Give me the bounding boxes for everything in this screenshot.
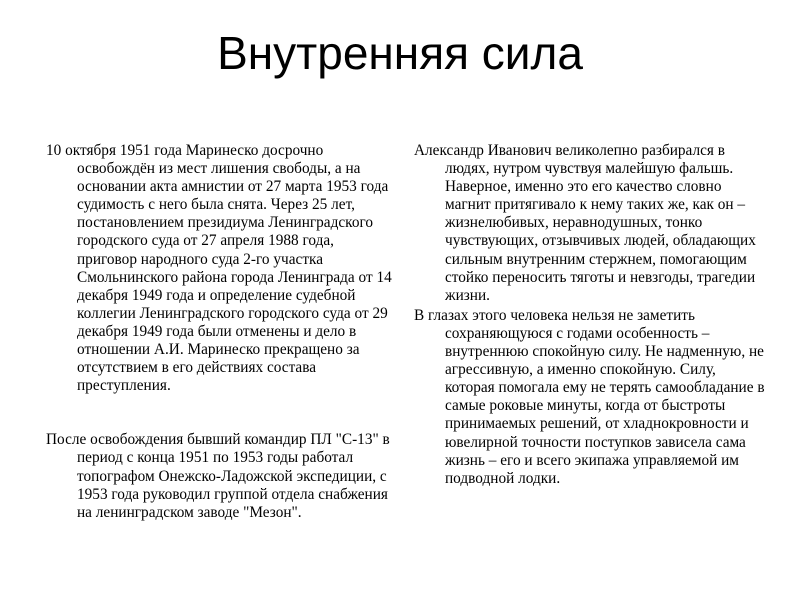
left-paragraph-release: 10 октября 1951 года Маринеско досрочно освобождён из мест лишения свободы, а на основании акта амнистии от 27 марта 1953 года судимость с него была снята. Через 25 лет, постановлением президиума Ленинградского городского суда от 27 апреля 1988 года, приговор народного суда 2-го участка Смольнинского района города Ленинграда от 14 декабря 1949 года и определение судебной коллегии Ленинградского городского суда от 29 декабря 1949 года были отменены и дело в отношении А.И. Маринеско прекращено за отсутствием в его действиях состава преступления. [46, 142, 392, 395]
right-paragraph-inner-strength: В глазах этого человека нельзя не заметить сохраняющуюся с годами особенность – внутреннюю спокойную силу. Не надменную, не агрессивную, а именно спокойную. Силу, которая помогала ему не терять самообладание в самые роковые минуты, когда от быстроты принимаемых решений, от хладнокровности и ювелирной точности поступков зависела сама жизнь – его и всего экипажа управляемой им подводной лодки. [414, 306, 765, 487]
left-paragraph-after-release: После освобождения бывший командир ПЛ "С-13" в период с конца 1951 по 1953 годы работал топографом Онежско-Ладожской экспедиции, с 1953 года руководил группой отдела снабжения на ленинградском заводе "Мезон". [46, 431, 390, 521]
paragraph-gap [46, 395, 396, 431]
left-text-column [46, 142, 396, 522]
slide-title: Внутренняя сила [217, 27, 583, 79]
right-text-column [414, 142, 766, 488]
right-paragraph-character: Александр Иванович великолепно разбирался в людях, нутром чувствуя малейшую фальшь. Наверное, именно это его качество словно магнит притягивало к нему таких же, как он – жизнелюбивых, неравнодушных, тонко чувствующих, отзывчивых людей, обладающих сильным внутренним стержнем, помогающим стойко переносить тяготы и невзгоды, трагедии жизни. [414, 142, 756, 304]
